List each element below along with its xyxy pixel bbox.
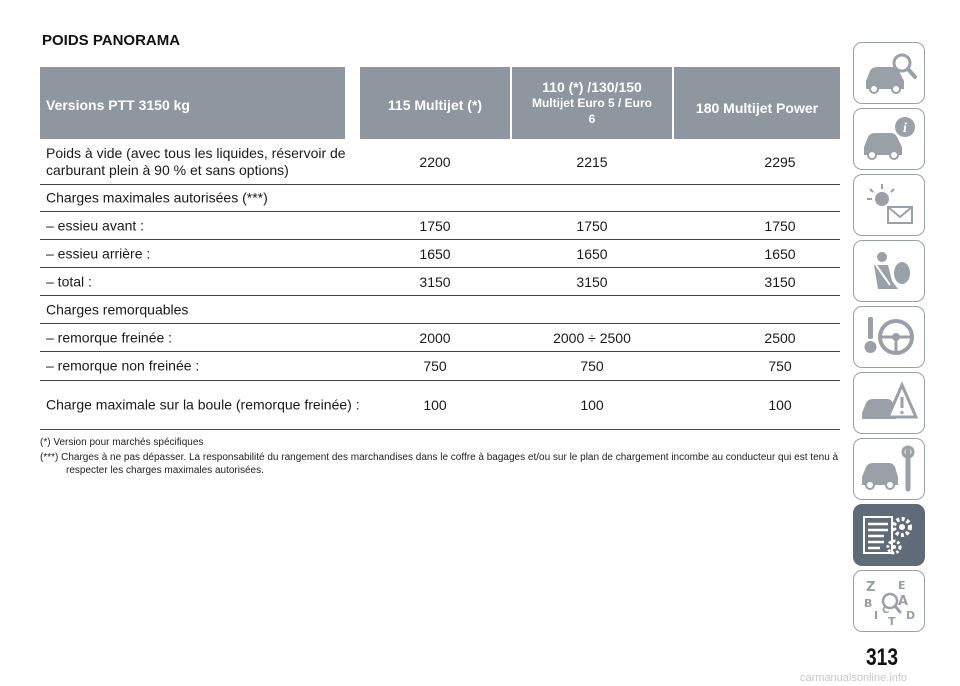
cell-value: 100 [423, 397, 447, 413]
page-title: POIDS PANORAMA [42, 32, 181, 49]
cell-value: 750 [580, 358, 604, 374]
cell-value: 1650 [419, 245, 451, 262]
car-search-icon [858, 47, 920, 99]
index-letter: I [874, 609, 879, 622]
header-col2-line1: 110 (*) /130/150 [542, 79, 642, 95]
table-row [40, 139, 840, 185]
index-letter: T [888, 615, 896, 627]
cell-value: 2000 [419, 329, 451, 346]
cell-value: 2000 ÷ 2500 [553, 329, 631, 346]
cell-value: 1650 [576, 245, 608, 262]
chapter-tab-index[interactable] [853, 570, 925, 632]
index-letter: E [898, 579, 906, 592]
chapter-tab-know-car[interactable] [853, 42, 925, 104]
specs-list-gears-icon [858, 509, 920, 561]
chapter-tab-emergency[interactable] [853, 306, 925, 368]
index-letter: C [882, 605, 890, 616]
car-info-icon [858, 113, 920, 165]
chapter-tab-safety[interactable] [853, 108, 925, 170]
table-row [40, 296, 840, 324]
cell-value: 100 [580, 397, 604, 413]
row-label: – remorque freinée : [46, 329, 173, 345]
cell-value: 750 [423, 358, 447, 374]
row-label: – essieu arrière : [46, 245, 151, 261]
table-row [40, 240, 840, 268]
header-180-multijet-power: 180 Multijet Power [674, 67, 840, 139]
car-wrench-icon [858, 443, 920, 495]
chapter-tab-dashboard[interactable] [853, 174, 925, 236]
alphabet-index-icon [858, 575, 920, 627]
cell-value: 2500 [764, 329, 796, 346]
chapter-tab-maintenance[interactable] [853, 372, 925, 434]
header-col2-line2: Multijet Euro 5 / Euro [531, 96, 652, 110]
page-number: 313 [866, 644, 899, 671]
row-label: Charges remorquables [46, 301, 189, 317]
index-letter: A [898, 594, 909, 609]
table-row [40, 185, 840, 212]
cell-value: 750 [768, 358, 792, 374]
index-letter: D [906, 609, 916, 622]
cell-value: 1750 [576, 217, 608, 234]
table-row [40, 352, 840, 381]
footnote-specific-markets: (*) Version pour marchés spécifiques [40, 437, 204, 448]
chapter-tab-starting-driving[interactable] [853, 240, 925, 302]
header-versions: Versions PTT 3150 kg [40, 67, 345, 139]
cell-value: 1750 [764, 217, 796, 234]
table-row [40, 268, 840, 296]
cell-value: 1750 [419, 217, 451, 234]
footnotes [40, 436, 840, 479]
svg-text:i: i [903, 121, 907, 136]
table-row [40, 212, 840, 240]
row-label: – essieu avant : [46, 217, 145, 233]
chapter-tab-service[interactable] [853, 438, 925, 500]
key-steering-wheel-icon [858, 311, 920, 363]
table-row [40, 324, 840, 352]
row-label: Charges maximales autorisées (***) [46, 189, 268, 206]
header-110-130-150-multijet [512, 67, 672, 139]
row-label: – remorque non freinée : [46, 357, 200, 374]
cell-value: 3150 [419, 273, 451, 290]
seatbelt-airbag-icon [858, 245, 920, 297]
chapter-tab-technical-specs[interactable] [853, 504, 925, 566]
row-label: – total : [46, 273, 92, 289]
cell-value: 3150 [764, 273, 796, 290]
cell-value: 3150 [576, 273, 608, 290]
cell-value: 2200 [419, 153, 451, 170]
table-row [40, 381, 840, 430]
cell-value: 1650 [764, 245, 796, 262]
row-label: Charge maximale sur la boule (remorque freinée) : [46, 396, 360, 413]
warning-light-mail-icon [858, 179, 920, 231]
car-warning-triangle-icon [858, 377, 920, 429]
row-label: Poids à vide (avec tous les liquides, réservoir de carburant plein à 90 % et sans options) [46, 144, 346, 178]
header-col2-line3: 6 [588, 112, 596, 126]
index-letter: B [864, 597, 873, 610]
cell-value: 2215 [576, 153, 608, 170]
cell-value: 100 [768, 397, 792, 413]
header-115-multijet: 115 Multijet (*) [360, 67, 510, 139]
cell-value: 2295 [764, 153, 796, 170]
index-letter: Z [866, 580, 876, 595]
watermark: carmanualsonline.info [800, 672, 908, 684]
weights-table [40, 139, 840, 430]
footnote-max-loads: (***) Charges à ne pas dépasser. La responsabilité du rangement des marchandises dans le coffre à bagages et/ou sur le plan de chargement incombe au conducteur qui est tenu à respecter les charges maximales autorisées. [40, 452, 839, 476]
